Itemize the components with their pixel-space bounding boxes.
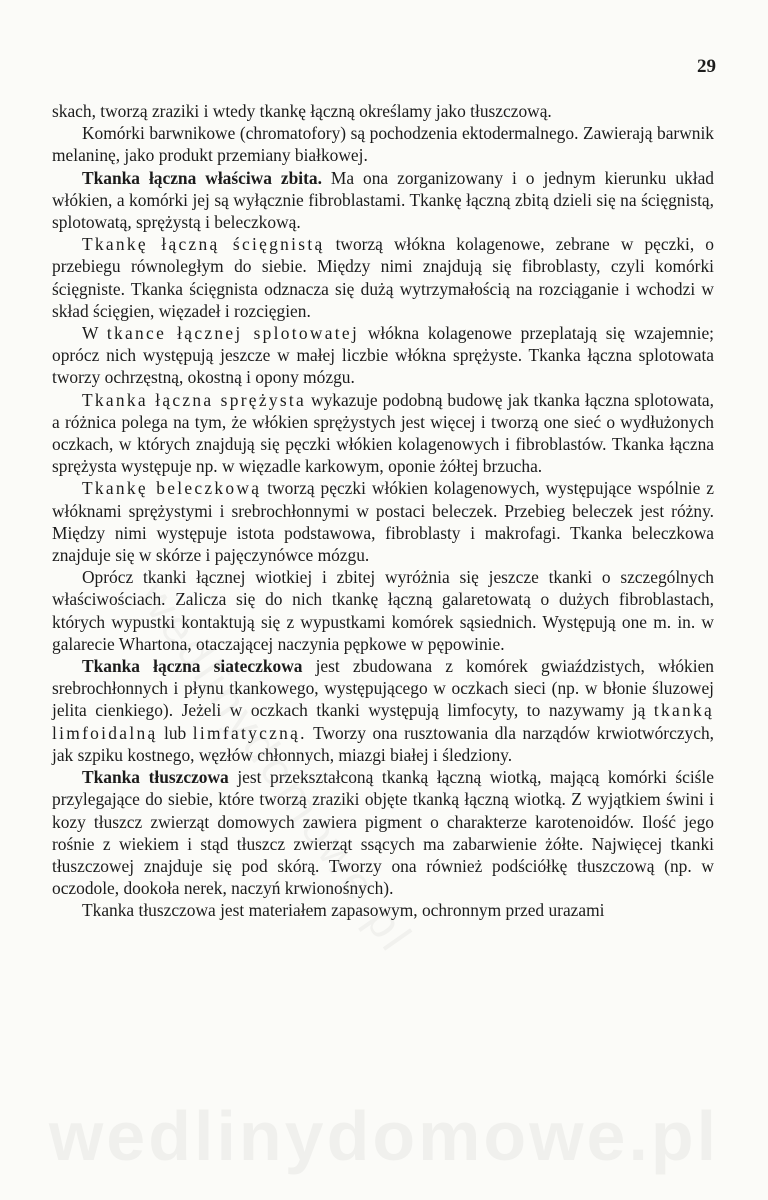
paragraph-1: skach, tworzą zraziki i wtedy tkankę łączną określamy jako tłuszczową. <box>52 101 552 121</box>
paragraph-8: Oprócz tkanki łącznej wiotkiej i zbitej wyróżnia się jeszcze tkanki o szczególnych właściwościach. Zalicza się do nich tkankę łączną galaretowatą o dużych fibroblastach, których wypustki kontaktują się z wypustkami komórek sąsiednich. Występują one m. in. w galarecie Whartona, otaczającej naczynia pępkowe w pępowinie. <box>52 567 714 654</box>
page-number: 29 <box>697 56 716 77</box>
term-trabecular-tissue: Tkankę beleczkową <box>82 478 262 499</box>
paragraph-10: Tkanka tłuszczowa jest przekształconą tkanką łączną wiotką, mającą komórki ściśle przylegające do siebie, które tworzą zraziki objęte tkanką łączną wiotką. Z wyjątkiem świni i kozy tłuszcz zwierząt domowych zawiera pigment o charakterze karotenoidów. Ilość jego rośnie z wiekiem i stąd tłuszcz zwierząt ssących ma zabarwienie żółte. Najwięcej tkanki tłuszczowej znajduje się pod skórą. Tworzy ona również podściółkę tłuszczową (np. w oczodole, dookoła nerek, naczyń krwionośnych). <box>52 767 714 899</box>
heading-dense-tissue: Tkanka łączna właściwa zbita. <box>82 167 322 188</box>
paragraph-7: Tkankę beleczkową tworzą pęczki włókien kolagenowych, występujące wspólnie z włóknami sprężystymi i srebrochłonnymi w postaci beleczek. Przebieg beleczek jest różny. Między nimi występuje istota podstawowa, fibroblasty i makrofagi. Tkanka beleczkowa znajduje się w skórze i pajęczynówce mózgu. <box>52 478 714 566</box>
paragraph-5: W tkance łącznej splotowatej włókna kolagenowe przeplatają się wzajemnie; oprócz nich występują jeszcze w małej liczbie włókna sprężyste. Tkanka łączna splotowata tworzy ochrzęstną, okostną i opony mózgu. <box>52 323 714 388</box>
term-lymphoid: tkanką limfoidalną <box>52 700 714 743</box>
heading-adipose-tissue: Tkanka tłuszczowa <box>82 767 229 788</box>
term-tendon-tissue: Tkankę łączną ścięgnistą <box>82 234 325 255</box>
watermark-bottom <box>0 1096 768 1176</box>
paragraph-2: Komórki barwnikowe (chromatofory) są pochodzenia ektodermalnego. Zawierają barwnik melaninę, jako produkt przemiany białkowej. <box>52 123 714 166</box>
term-woven-tissue: tkance łącznej splotowatej <box>106 323 360 344</box>
paragraph-11: Tkanka tłuszczowa jest materiałem zapasowym, ochronnym przed urazami <box>82 900 605 921</box>
paragraph-6: Tkanka łączna sprężysta wykazuje podobną budowę jak tkanka łączna splotowata, a różnica polega na tym, że włókien sprężystych jest więcej i tworzą one sieć o wydłużonych oczkach, w których znajdują się pęczki włókien kolagenowych i fibroblastów. Tkanka łączna sprężysta występuje np. w więzadle karkowym, oponie żółtej brzucha. <box>52 389 714 477</box>
paragraph-9: Tkanka łączna siateczkowa jest zbudowana z komórek gwiaździstych, włókien srebrochłonnych i płynu tkankowego, występującego w oczkach sieci (np. w błonie śluzowej jelita cienkiego). Jeżeli w oczkach tkanki występują limfocyty, to nazywamy ją tkanką limfoidalną lub limfatyczną. Tworzy ona rusztowania dla narządów krwiotwórczych, jak szpiku kostnego, węzłów chłonnych, miazgi białej i śledziony. <box>52 656 714 765</box>
heading-reticular-tissue: Tkanka łączna siateczkowa <box>82 656 303 677</box>
term-elastic-tissue: Tkanka łączna sprężysta <box>82 389 307 410</box>
paragraph-4: Tkankę łączną ścięgnistą tworzą włókna kolagenowe, zebrane w pęczki, o przebiegu równoległym do siebie. Między nimi znajdują się fibroblasty, czyli komórki ścięgniste. Tkanka ścięgnista odznacza się dużą wytrzymałością na rozciąganie i wchodzi w skład ścięgien, więzadeł i rozcięgien. <box>52 234 714 321</box>
term-lymphatic: limfatyczną. <box>192 722 307 743</box>
body-text <box>52 100 714 922</box>
paragraph-3: Tkanka łączna właściwa zbita. Ma ona zorganizowany i o jednym kierunku układ włókien, a komórki jej są wyłącznie fibroblastami. Tkankę łączną zbitą dzieli się na ścięgnistą, splotowatą, sprężystą i beleczkową. <box>52 167 714 233</box>
